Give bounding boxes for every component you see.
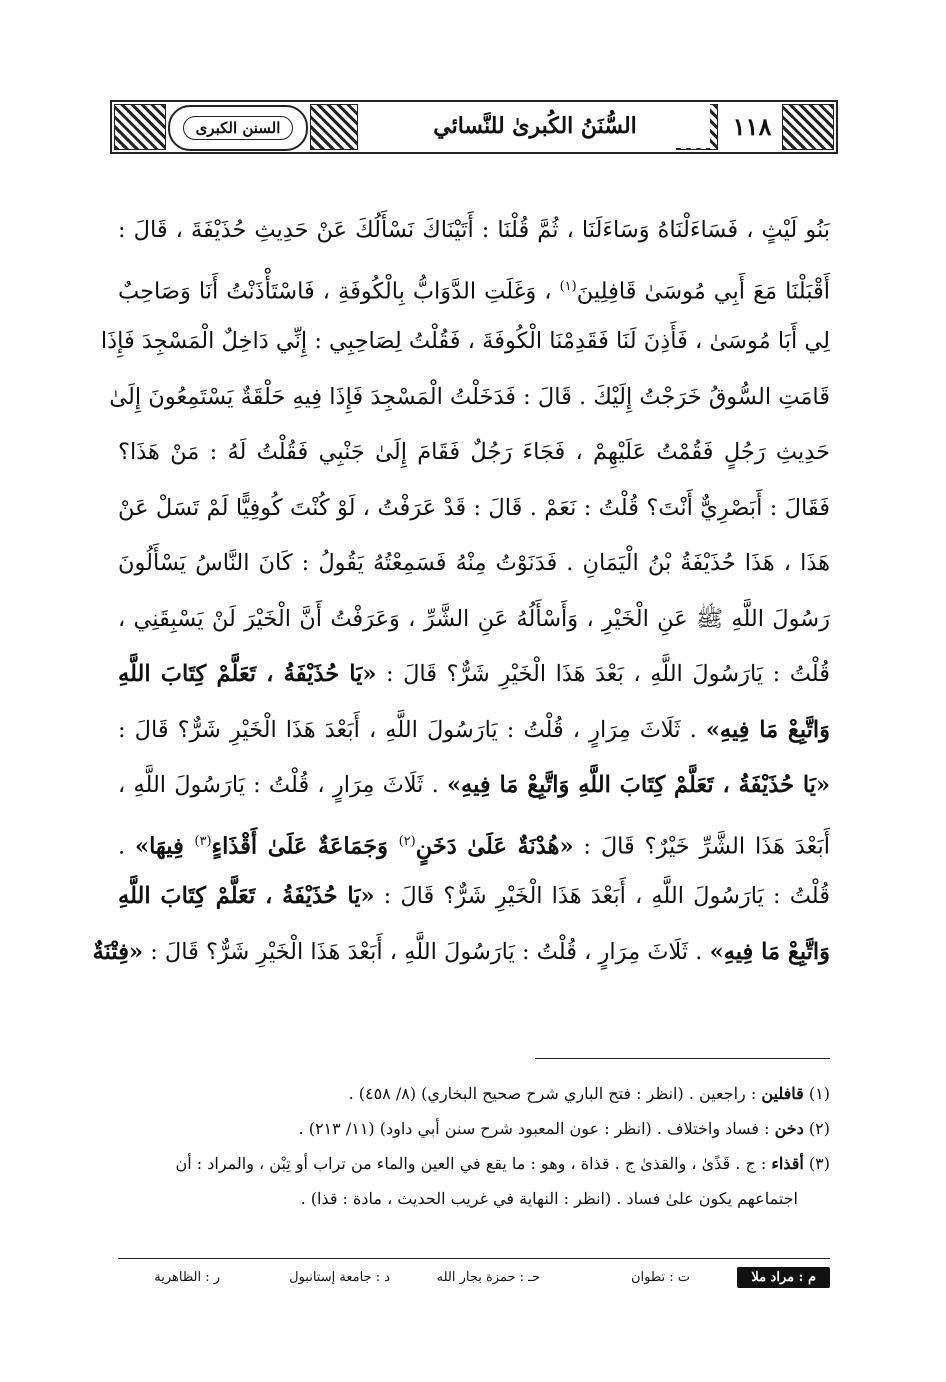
ornament-right-outer (782, 104, 834, 150)
page-number: ١١٨ (722, 104, 782, 148)
footer-rule (118, 1258, 830, 1259)
hadith-quote: «فِتْنَةٌ (92, 938, 144, 965)
text-line (118, 647, 830, 703)
text-run: . ثَلَاثَ مِرَارٍ ، قُلْتُ : يَارَسُولَ اللَّهِ ، أَبَعْدَ هَذَا الْخَيْرِ شَرٌّ؟ قَالَ : (118, 716, 706, 743)
hadith-quote: دخن (774, 1119, 804, 1138)
text-run: قُلْتُ : يَارَسُولَ اللَّهِ ، بَعْدَ هَذَا الْخَيْرِ شَرٌّ؟ قَالَ : (376, 661, 830, 687)
text-line (118, 481, 830, 537)
running-title: السُّنَنُ الكُبرىٰ للنَّسائي (360, 104, 710, 148)
text-run: : فساد واختلاف . (انظر : عون المعبود شرح سنن أبي داود) (١١/ ٢١٣) . (298, 1119, 775, 1138)
text-run: أَبَعْدَ هَذَا الشَّرِّ خَيْرٌ؟ قَالَ : (573, 833, 830, 859)
hadith-quote: «يَا حُذَيْفَةُ ، تَعَلَّمْ كِتَابَ اللَّهِ (118, 883, 375, 909)
hadith-quote: «يَا حُذَيْفَةُ ، تَعَلَّمْ كِتَابَ اللَّهِ (118, 661, 377, 687)
footnote-line (118, 1146, 830, 1181)
text-line (118, 425, 830, 481)
hadith-quote: فِيهَا» (135, 833, 195, 859)
text-line (109, 370, 830, 426)
text-line (100, 314, 830, 370)
siglum-badge: م : مراد ملا (737, 1267, 830, 1288)
text-run: . ثَلَاثَ مِرَارٍ ، قُلْتُ : يَارَسُولَ اللَّهِ ، أَبَعْدَ هَذَا الْخَيْرِ شَرٌّ؟ قَالَ : (143, 938, 710, 965)
text-line (118, 814, 830, 870)
text-run: أَقْبَلْنَا مَعَ أَبِي مُوسَىٰ قَافِلِينَ (576, 278, 831, 304)
text-run: حَدِيثِ رَجُلٍ فَقُمْتُ عَلَيْهِمْ ، فَجَاءَ رَجُلٌ فَقَامَ إِلَىٰ جَنْبِي فَقُلْتُ لَهُ : مَنْ هَذَا؟ (118, 439, 830, 465)
text-line (118, 203, 830, 259)
hadith-quote: «هُدْنَةٌ عَلَىٰ دَخَنٍ (415, 833, 574, 859)
hadith-quote: قافلين (761, 1084, 804, 1103)
text-line (118, 758, 830, 814)
main-text (92, 203, 831, 980)
siglum-h: حـ : حمزة بجار الله (436, 1270, 540, 1285)
text-run: رَسُولَ اللَّهِ ﷺ عَنِ الْخَيْرِ ، وَأَسْأَلُهُ عَنِ الشَّرِّ ، وَعَرَفْتُ أَنَّ الْخَيْرَ لَنْ يَسْبِقَنِي ، (118, 605, 830, 632)
footnote-line (118, 1181, 830, 1216)
text-run: : راجعين . (انظر : فتح الباري شرح صحيح البخاري) (٨/ ٤٥٨) . (348, 1084, 762, 1103)
text-run: اجتماعهم يكون علىٰ فساد . (انظر : النهاية في غريب الحديث ، مادة : قذا) . (300, 1189, 798, 1208)
ornament-left-outer (114, 104, 166, 150)
hadith-quote: أقذاء (771, 1154, 804, 1173)
seal-text: السنن الكبرى (183, 116, 294, 140)
footnote-marker: (٢) (398, 833, 416, 849)
text-line (118, 703, 830, 759)
hadith-quote: وَاتَّبِعْ مَا فِيهِ» (705, 716, 831, 743)
text-line (118, 592, 830, 648)
text-run: (٣) (803, 1154, 830, 1173)
text-line (118, 869, 830, 925)
ornament-left-inner (310, 104, 358, 150)
footnote-marker: (١) (559, 278, 577, 294)
text-run: : ج . قَذًىٰ ، والقذىٰ ج . قذاة ، وهو : ما يقع في العين والماء من تراب أو تِبْن ، والمراد : أن (175, 1154, 772, 1173)
text-run: هَذَا ، هَذَا حُذَيْفَةُ بْنُ الْيَمَانِ . فَدَنَوْتُ مِنْهُ فَسَمِعْتُهُ يَقُولُ : كَانَ النَّاسُ يَسْأَلُونَ (118, 550, 830, 576)
text-run: . ثَلَاثَ مِرَارٍ ، قُلْتُ : يَارَسُولَ اللَّهِ ، (118, 772, 447, 798)
siglum-d: د : جامعة إستانبول (289, 1270, 390, 1285)
footnote-line (118, 1111, 830, 1146)
page-header (110, 100, 838, 154)
text-run: بَنُو لَيْثٍ ، فَسَاءَلْنَاهُ وَسَاءَلَنَا ، ثُمَّ قُلْنَا : أَتَيْنَاكَ نَسْأَلُكَ عَنْ حَدِيثِ حُذَيْفَةَ ، قَالَ : (118, 217, 830, 243)
text-run: لِي أَبَا مُوسَىٰ ، فَأَذِنَ لَنَا فَقَدِمْنَا الْكُوفَةَ ، فَقُلْتُ لِصَاحِبِي : إِنِّي دَاخِلٌ الْمَسْجِدَ فَإِذَا (100, 328, 830, 354)
text-run: (١) (803, 1084, 830, 1103)
siglum-t: ت : تطوان (630, 1270, 690, 1285)
text-line (118, 536, 830, 592)
manuscript-sigla-footer (118, 1266, 830, 1296)
footnote-line (118, 1076, 830, 1111)
text-line (118, 259, 830, 315)
footnote-separator (535, 1058, 830, 1059)
text-run: ، وَغَلَتِ الدَّوَابُّ بِالْكُوفَةِ ، فَاسْتَأْذَنْتُ أَنَا وَصَاحِبٌ (118, 278, 560, 304)
footnote-marker: (٣) (194, 833, 212, 849)
hadith-quote: وَاتَّبِعْ مَا فِيهِ» (709, 938, 830, 965)
hadith-quote: «يَا حُذَيْفَةُ ، تَعَلَّمْ كِتَابَ اللَّهِ وَاتَّبِعْ مَا فِيهِ» (446, 772, 831, 798)
text-run: قُلْتُ : يَارَسُولَ اللَّهِ ، أَبَعْدَ هَذَا الْخَيْرِ شَرٌّ؟ قَالَ : (374, 883, 830, 909)
hadith-quote: وَجَمَاعَةٌ عَلَىٰ أَقْذَاءٍ (211, 833, 399, 859)
book-seal-logo (168, 105, 308, 151)
text-run: . (118, 833, 136, 859)
text-run: (٢) (803, 1119, 830, 1138)
text-run: فَقَالَ : أَبَصْرِيٌّ أَنْتَ؟ قُلْتُ : نَعَمْ . قَالَ : قَدْ عَرَفْتُ ، لَوْ كُنْتَ كُوفِيًّا لَمْ تَسَلْ عَنْ (118, 494, 830, 521)
text-line (92, 925, 830, 981)
siglum-r: ر : الظاهرية (154, 1270, 220, 1285)
footnotes (118, 1076, 830, 1216)
text-run: قَامَتِ السُّوقُ خَرَجْتُ إِلَيْكَ . قَالَ : فَدَخَلْتُ الْمَسْجِدَ فَإِذَا فِيهِ حَلْقَةٌ يَسْتَمِعُونَ إِلَىٰ (109, 383, 830, 410)
